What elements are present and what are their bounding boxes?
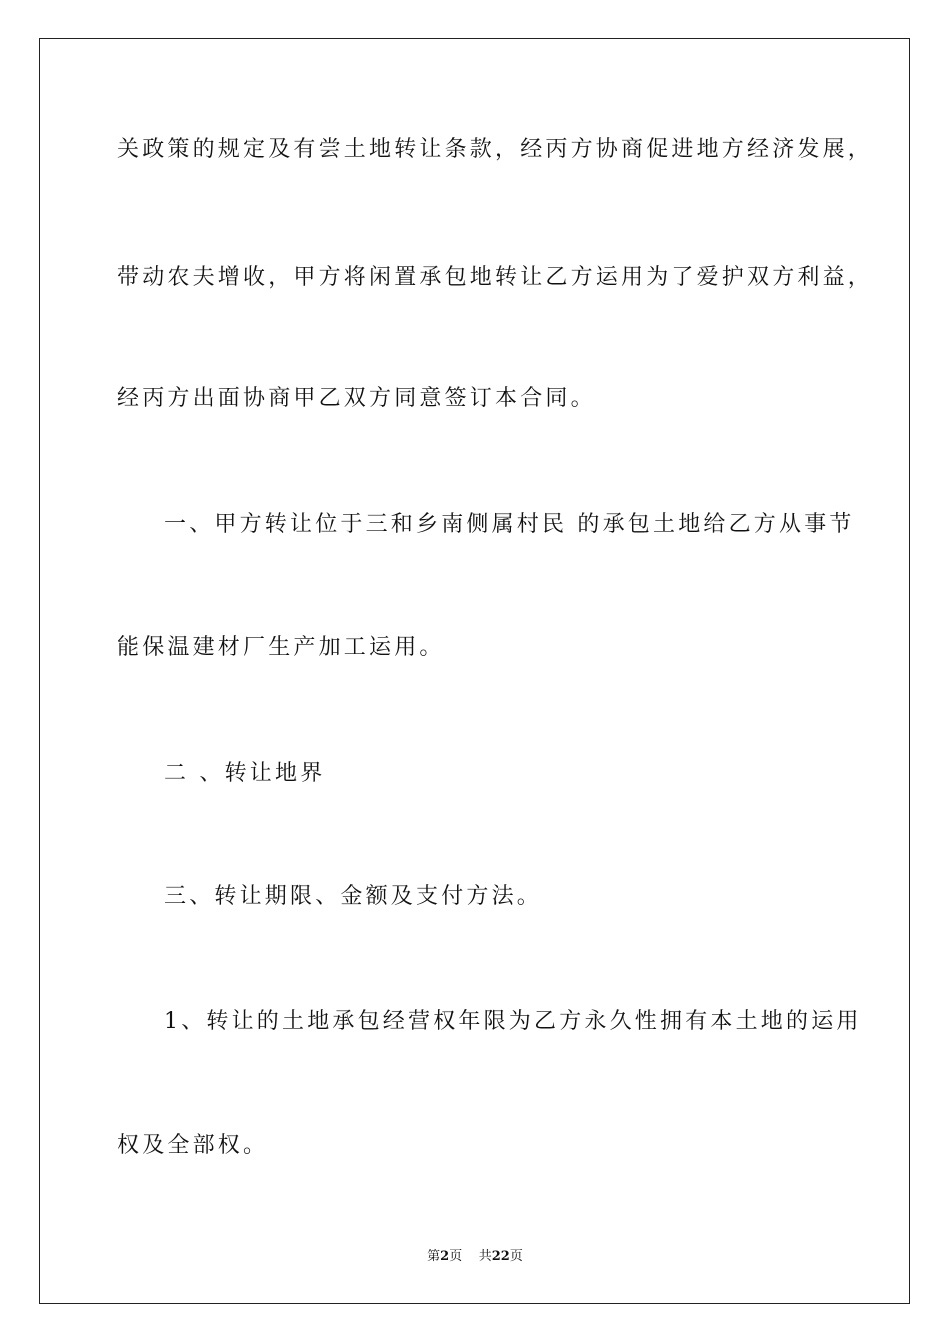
page-unit: 页 [449,1249,463,1264]
clause-3-item-1-line-2: 权及全部权。 [117,1133,269,1158]
clause-2-heading: 二 、转让地界 [164,761,326,786]
page-footer [0,1248,950,1266]
page-border [39,38,910,1304]
clause-3-heading: 三、转让期限、金额及支付方法。 [164,884,543,909]
paragraph-line-1: 关政策的规定及有尝土地转让条款，经丙方协商促进地方经济发展， [117,137,874,162]
clause-1-line-2: 能保温建材厂生产加工运用。 [117,635,445,660]
clause-3-item-1-line-1: 1、转让的土地承包经营权年限为乙方永久性拥有本土地的运用 [164,1009,862,1034]
total-unit: 页 [509,1249,523,1264]
page-number: 2 [440,1249,450,1264]
clause-1-line-1: 一、甲方转让位于三和乡南侧属村民 的承包土地给乙方从事节 [164,512,855,537]
total-label: 共 [478,1249,492,1264]
total-pages: 22 [491,1249,510,1264]
page-label: 第 [427,1249,441,1264]
paragraph-line-3: 经丙方出面协商甲乙双方同意签订本合同。 [117,386,596,411]
paragraph-line-2: 带动农夫增收，甲方将闲置承包地转让乙方运用为了爱护双方利益， [117,265,874,290]
